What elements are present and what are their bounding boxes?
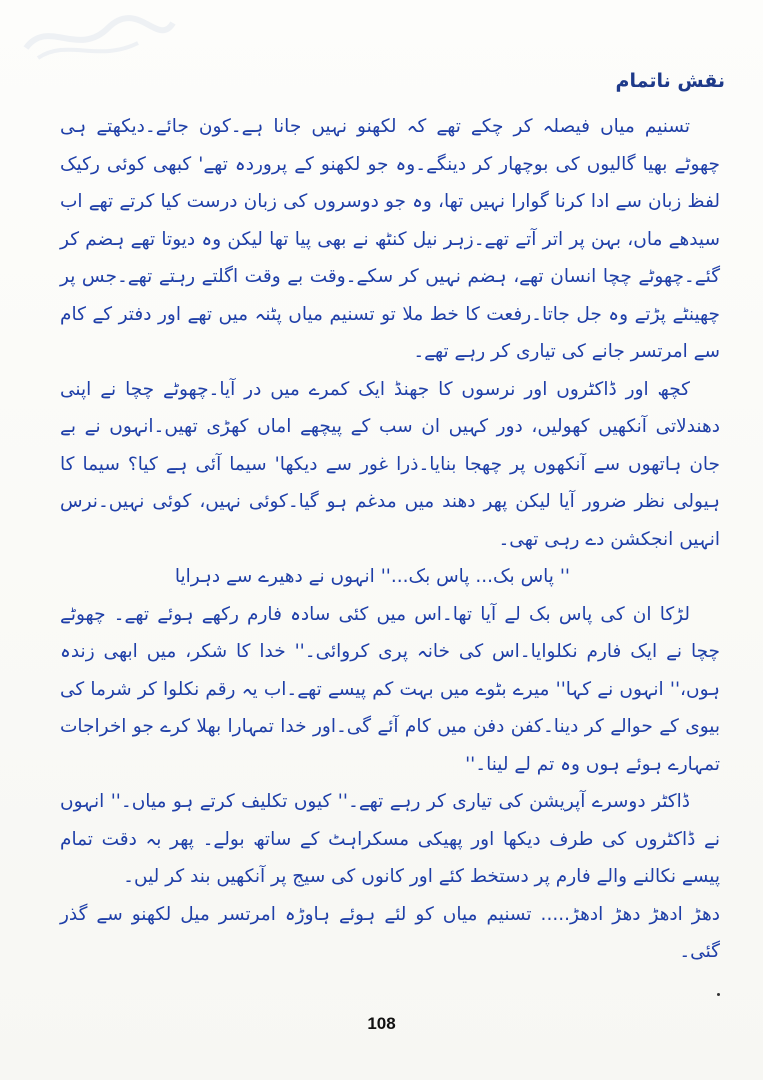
chapter-body [60,108,720,971]
paragraph-1: تسنیم میاں فیصلہ کر چکے تھے کہ لکھنو نہیں جانا ہے۔کون جائے۔دیکھتے ہی چھوٹے بھیا گالیوں کی بوچھار کر دینگے۔وہ جو لکھنو کے پروردہ تھے' کبھی کوئی رکیک لفظ زبان سے ادا کرنا گوارا نہیں تھا، وہ جو دوسروں کی زبان درست کیا کرتے تھے اب سیدھے ماں، بہن پر اتر آتے تھے۔زہر نیل کنٹھ نے بھی پیا تھا لیکن وہ دیوتا تھے ہضم کر گئے۔چھوٹے چچا انسان تھے، ہضم نہیں کر سکے۔وقت بے وقت اگلتے رہتے تھے۔جس پر چھینٹے پڑتے وہ جل جاتا۔رفعت کا خط ملا تو تسنیم میاں پٹنہ میں تھے اور دفتر کے کام سے امرتسر جانے کی تیاری کر رہے تھے۔ [60,116,720,362]
running-head: نقش ناتمام [615,70,725,92]
page-number: 108 [367,1014,396,1033]
paragraph-3-quote: '' پاس بک... پاس بک...'' انہوں نے دھیرے سے دہرایا [174,566,570,587]
paragraph-6: دھڑ ادھڑ دھڑ ادھڑ..... تسنیم میاں کو لئے ہوئے ہاوڑہ امرتسر میل لکھنو سے گذر گئی۔ [60,903,720,962]
ink-dot [717,993,720,996]
faded-stamp-watermark [18,8,178,68]
paragraph-5: ڈاکٹر دوسرے آپریشن کی تیاری کر رہے تھے۔'' کیوں تکلیف کرتے ہو میاں۔'' انہوں نے ڈاکٹروں کی طرف دیکھا اور پھیکی مسکراہٹ کے ساتھ بولے۔ پھر بہ دقت تمام پیسے نکالنے والے فارم پر دستخط کئے اور کانوں کی سیج پر آنکھیں بند کر لیں۔ [60,791,720,887]
paragraph-2: کچھ اور ڈاکٹروں اور نرسوں کا جھنڈ ایک کمرے میں در آیا۔چھوٹے چچا نے اپنی دھندلاتی آنکھیں کھولیں، دور کہیں ان سب کے پیچھے اماں کھڑی تھیں۔انہوں نے بے جان ہاتھوں سے آنکھوں پر چھجا بنایا۔ذرا غور سے دیکھا' سیما آئی ہے کیا؟ سیما کا ہیولی نظر ضرور آیا لیکن پھر دھند میں مدغم ہو گیا۔کوئی نہیں، کوئی نہیں۔نرس انہیں انجکشن دے رہی تھی۔ [60,378,720,550]
paragraph-4: لڑکا ان کی پاس بک لے آیا تھا۔اس میں کئی سادہ فارم رکھے ہوئے تھے۔ چھوٹے چچا نے ایک فارم نکلوایا۔اس کی خانہ پری کروائی۔'' خدا کا شکر، میں ابھی زندہ ہوں،'' انہوں نے کہا'' میرے بٹوے میں بہت کم پیسے تھے۔اب یہ رقم نکلوا کر شرما کی بیوی کے حوالے کر دینا۔کفن دفن میں کام آئے گی۔اور خدا تمہارا بھلا کرے جو اخراجات تمہارے ہوئے ہوں وہ تم لے لینا۔'' [60,603,720,775]
